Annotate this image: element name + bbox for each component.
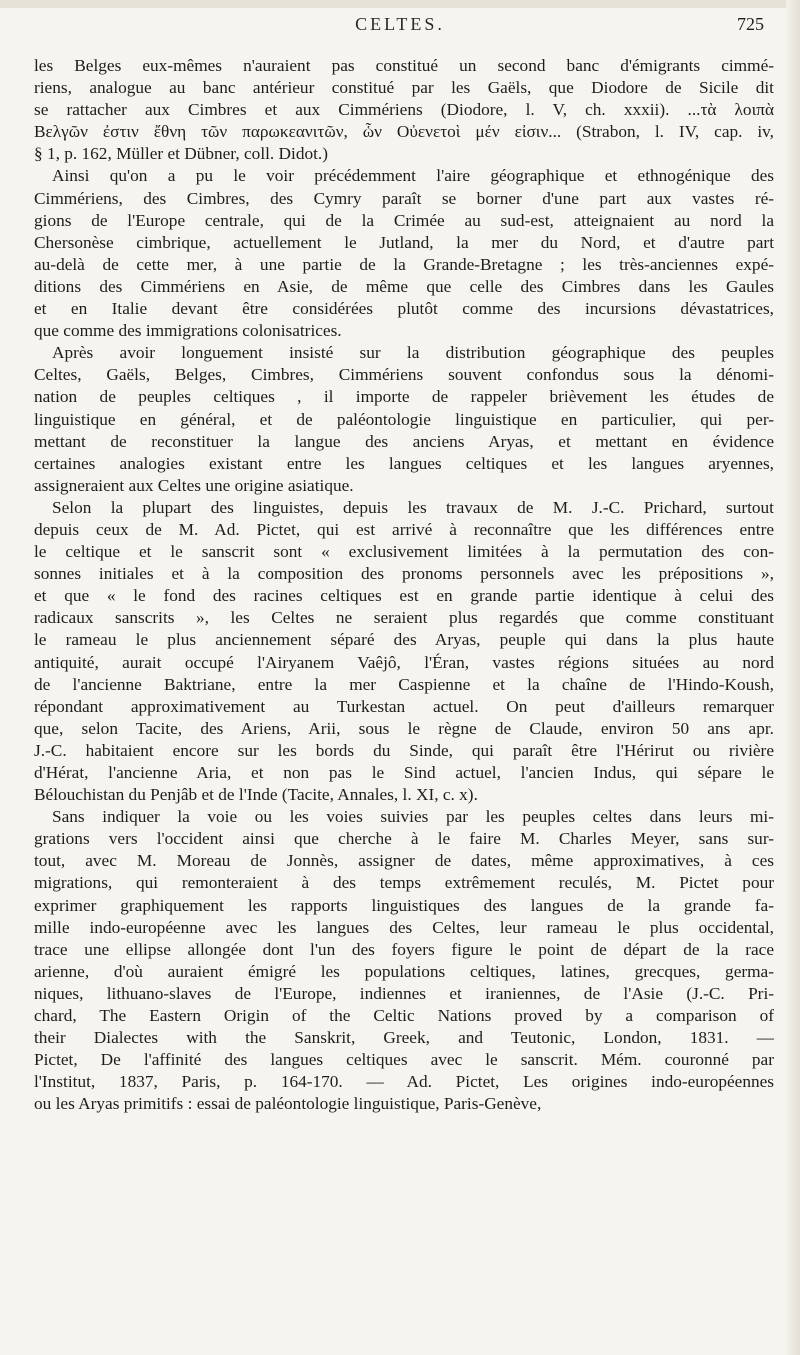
text-line: Ainsi qu'on a pu le voir précédemment l'aire géographique et ethnogénique des [52,166,774,186]
text-line: et que « le fond des racines celtiques est en grande partie identique à celui des [34,586,774,606]
text-line: les Belges eux-mêmes n'auraient pas constitué un second banc d'émigrants cimmé- [34,56,774,75]
text-line: que, selon Tacite, des Ariens, Arii, sous le règne de Claude, environ 50 ans apr. [34,718,774,738]
text-body [34,55,774,1116]
text-line: certaines analogies existant entre les langues celtiques et les langues aryennes, [34,453,774,473]
text-line: J.-C. habitaient encore sur les bords du Sinde, qui paraît être l'Hérirut ou rivière [34,740,774,760]
text-line: assigneraient aux Celtes une origine asiatique. [34,475,354,495]
text-line: Βελγῶν ἐστιν ἔθνη τῶν παρωκεανιτῶν, ὧν Οὐενετοὶ μέν εἰσιν... (Strabon, l. IV, cap. iv, [34,122,774,142]
text-line: Pictet, De l'affinité des langues celtiques avec le sanscrit. Mém. couronné par [34,1050,774,1070]
text-line: mille indo-européenne avec les langues des Celtes, leur rameau le plus occidental, [34,917,774,937]
text-line: exprimer graphiquement les rapports linguistiques des langues de la grande fa- [34,895,774,915]
text-line: de l'ancienne Baktriane, entre la mer Caspienne et la chaîne de l'Hindo-Koush, [34,674,774,694]
text-line: que comme des immigrations colonisatrices. [34,321,342,341]
text-line: migrations, qui remonteraient à des temps extrêmement reculés, M. Pictet pour [34,873,774,893]
text-line: chard, The Eastern Origin of the Celtic Nations proved by a comparison of [34,1006,774,1026]
text-line: d'Hérat, l'ancienne Aria, et non pas le Sind actuel, l'ancien Indus, qui sépare le [34,763,774,782]
text-line: Sans indiquer la voie ou les voies suivies par les peuples celtes dans leurs mi- [52,807,774,827]
text-line: Bélouchistan du Penjâb et de l'Inde (Tacite, Annales, l. XI, c. x). [34,785,478,805]
text-line: le rameau le plus anciennement séparé des Aryas, peuple qui dans la plus haute [34,630,774,650]
text-line: grations vers l'occident ainsi que cherche à le faire M. Charles Meyer, sans sur- [34,829,774,849]
text-line: ditions des Cimmériens en Asie, de même que celle des Cimbres dans les Gaules [34,276,774,296]
paragraph [34,55,774,165]
running-head: CELTES. [355,14,445,34]
text-line: Celtes, Gaëls, Belges, Cimbres, Cimmériens souvent confondus sous la dénomi- [34,365,774,385]
text-line: gions de l'Europe centrale, qui de la Crimée au sud-est, atteignaient au nord la [34,210,774,230]
text-line: mettant de reconstituer la langue des anciens Aryas, et mettant en évidence [34,431,774,451]
text-line: l'Institut, 1837, Paris, p. 164-170. — Ad. Pictet, Les origines indo-européennes [34,1072,774,1092]
text-line: radicaux sanscrits », les Celtes ne seraient plus regardés que comme constituant [34,608,774,628]
text-line: arienne, d'où auraient émigré les populations celtiques, latines, grecques, germa- [34,961,774,981]
text-line: se rattacher aux Cimbres et aux Cimmériens (Diodore, l. V, ch. xxxii). ...τὰ λοιπὰ [34,100,774,120]
text-line: their Dialectes with the Sanskrit, Greek, and Teutonic, London, 1831. — [34,1028,774,1048]
page-header [0,14,800,44]
text-line: le celtique et le sanscrit sont « exclusivement limitées à la permutation des con- [34,542,774,562]
paragraph [34,806,774,1115]
text-line: tout, avec M. Moreau de Jonnès, assigner de dates, même approximatives, à ces [34,851,774,871]
text-line: Après avoir longuement insisté sur la distribution géographique des peuples [52,343,774,363]
paragraph [34,497,774,806]
text-line: niques, lithuano-slaves de l'Europe, indiennes et iraniennes, de l'Asie (J.-C. Pri- [34,983,774,1003]
text-line: linguistique en général, et de paléontologie linguistique en particulier, qui per- [34,409,774,429]
text-line: riens, analogue au banc antérieur constitué par les Gaëls, que Diodore de Sicile dit [34,78,774,98]
text-line: répondant approximativement au Turkestan actuel. On peut d'ailleurs remarquer [34,696,774,716]
text-line: trace une ellipse allongée dont l'un des foyers figure le point de départ de la race [34,939,774,959]
paragraph [34,165,774,342]
text-line: § 1, p. 162, Müller et Dübner, coll. Didot.) [34,144,329,164]
text-line: Selon la plupart des linguistes, depuis les travaux de M. J.-C. Prichard, surtout [52,497,774,517]
text-line: et en Italie devant être considérées plutôt comme des incursions dévastatrices, [34,299,774,319]
text-line: antiquité, aurait occupé l'Airyanem Vaêjô, l'Éran, vastes régions situées au nord [34,652,774,672]
text-line: depuis ceux de M. Ad. Pictet, qui est arrivé à reconnaître que les différences entre [34,519,774,539]
text-line: Cimmériens, des Cimbres, des Cymry paraît se borner d'une part aux vastes ré- [34,188,774,208]
page-number: 725 [737,14,764,34]
text-line: sonnes initiales et à la composition des pronoms personnels avec les prépositions », [34,564,774,584]
text-line: ou les Aryas primitifs : essai de paléontologie linguistique, Paris-Genève, [34,1094,542,1114]
text-line: nation de peuples celtiques , il importe de rappeler brièvement les études de [34,387,774,407]
paragraph [34,342,774,497]
text-line: Chersonèse cimbrique, actuellement le Jutland, la mer du Nord, et d'autre part [34,232,774,252]
text-line: au-delà de cette mer, à une partie de la Grande-Bretagne ; les très-anciennes expé- [34,254,774,274]
